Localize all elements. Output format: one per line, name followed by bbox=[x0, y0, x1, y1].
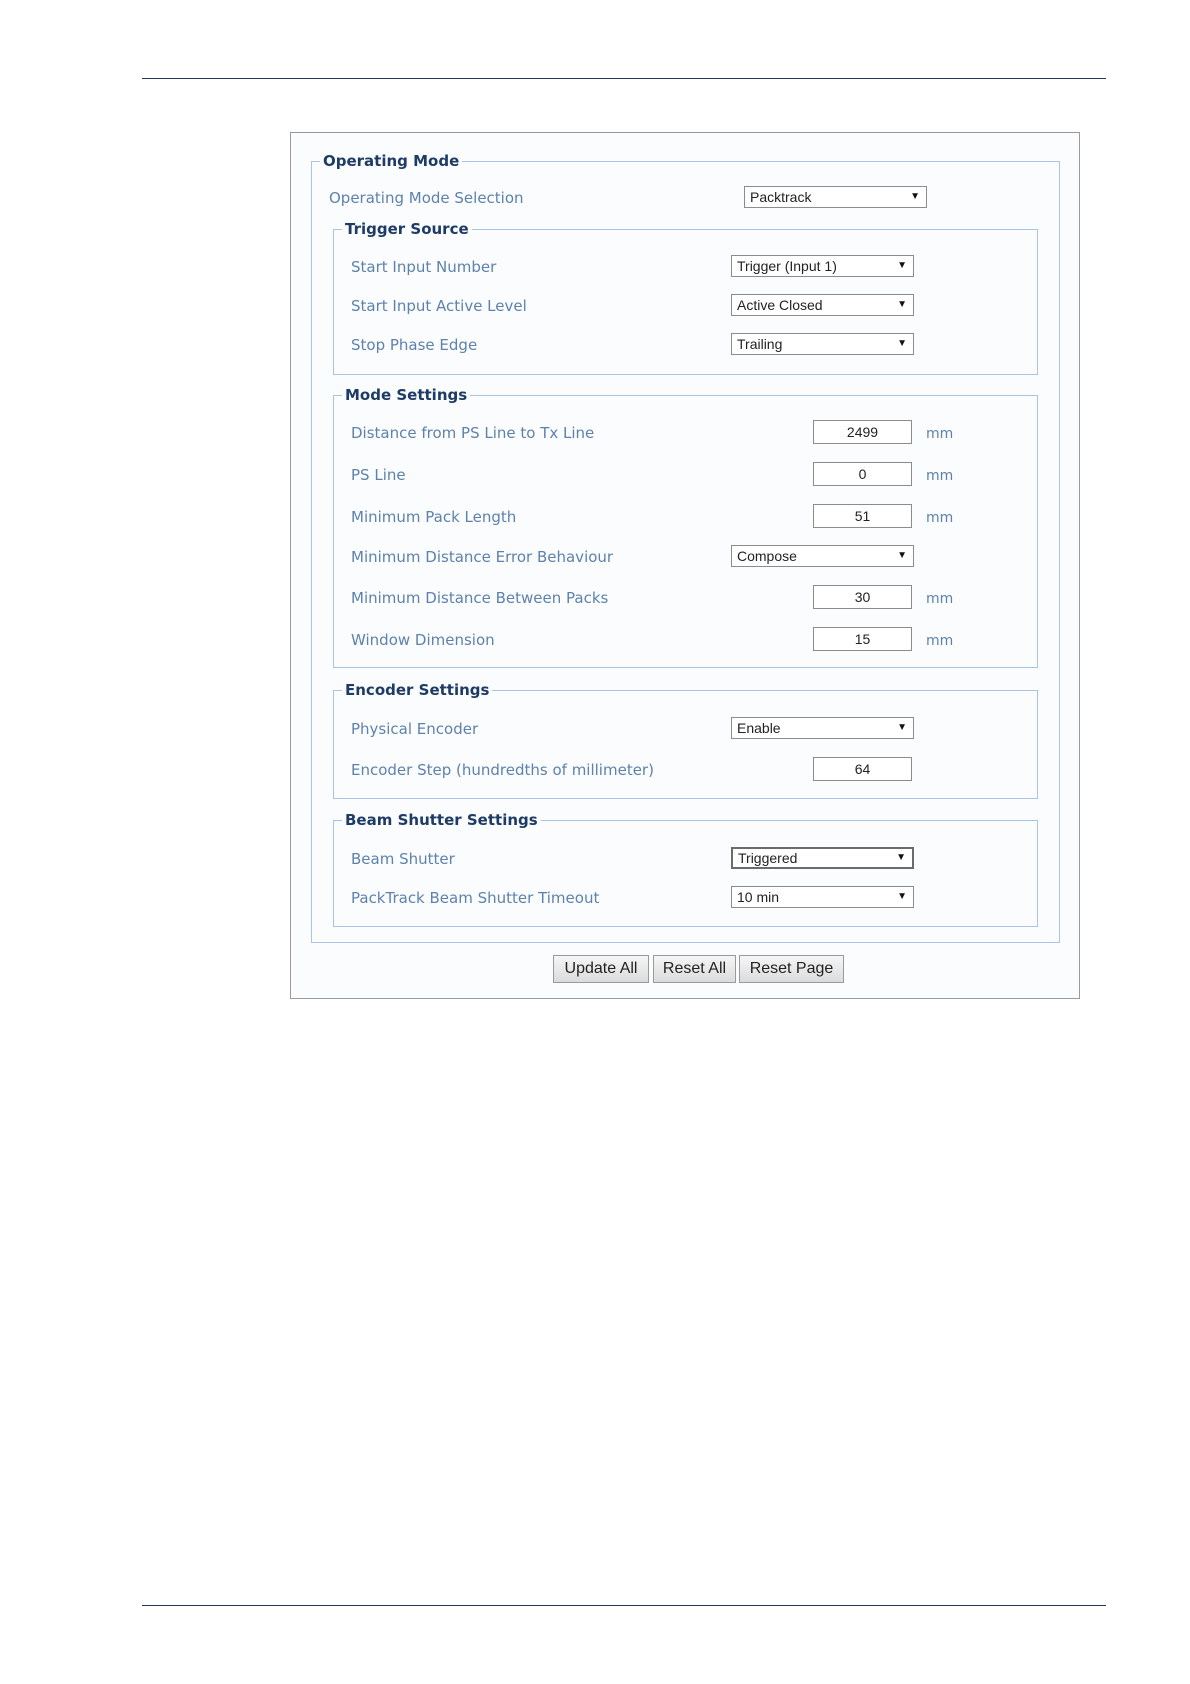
chevron-down-icon: ▼ bbox=[896, 852, 906, 863]
beam-shutter-legend: Beam Shutter Settings bbox=[342, 811, 541, 829]
window-dimension-unit: mm bbox=[926, 633, 954, 649]
operating-mode-legend: Operating Mode bbox=[320, 152, 462, 170]
min-pack-length-input[interactable]: 51 bbox=[813, 504, 912, 528]
ps-line-input[interactable]: 0 bbox=[813, 462, 912, 486]
min-pack-length-unit: mm bbox=[926, 510, 954, 526]
trigger-source-legend: Trigger Source bbox=[342, 220, 472, 238]
chevron-down-icon: ▼ bbox=[910, 191, 920, 202]
distance-ps-tx-input[interactable]: 2499 bbox=[813, 420, 912, 444]
encoder-settings-legend: Encoder Settings bbox=[342, 681, 492, 699]
distance-ps-tx-unit: mm bbox=[926, 426, 954, 442]
chevron-down-icon: ▼ bbox=[897, 891, 907, 902]
beam-shutter-timeout-label: PackTrack Beam Shutter Timeout bbox=[351, 889, 600, 907]
chevron-down-icon: ▼ bbox=[897, 338, 907, 349]
encoder-step-label: Encoder Step (hundredths of millimeter) bbox=[351, 761, 654, 779]
start-input-active-level-select[interactable]: Active Closed ▼ bbox=[731, 294, 914, 316]
chevron-down-icon: ▼ bbox=[897, 550, 907, 561]
chevron-down-icon: ▼ bbox=[897, 299, 907, 310]
window-dimension-input[interactable]: 15 bbox=[813, 627, 912, 651]
window-dimension-label: Window Dimension bbox=[351, 631, 495, 649]
mode-settings-legend: Mode Settings bbox=[342, 386, 470, 404]
beam-shutter-fieldset bbox=[333, 811, 1038, 927]
distance-ps-tx-label: Distance from PS Line to Tx Line bbox=[351, 424, 595, 442]
settings-panel bbox=[290, 132, 1080, 999]
min-distance-between-label: Minimum Distance Between Packs bbox=[351, 589, 609, 607]
beam-shutter-select[interactable]: Triggered ▼ bbox=[731, 847, 914, 869]
bottom-rule bbox=[142, 1605, 1106, 1606]
top-rule bbox=[142, 78, 1106, 79]
reset-all-button[interactable]: Reset All bbox=[653, 955, 736, 983]
start-input-number-label: Start Input Number bbox=[351, 258, 497, 276]
update-all-button[interactable]: Update All bbox=[553, 955, 649, 983]
beam-shutter-timeout-select[interactable]: 10 min ▼ bbox=[731, 886, 914, 908]
min-distance-between-input[interactable]: 30 bbox=[813, 585, 912, 609]
ps-line-unit: mm bbox=[926, 468, 954, 484]
start-input-number-select[interactable]: Trigger (Input 1) ▼ bbox=[731, 255, 914, 277]
physical-encoder-select[interactable]: Enable ▼ bbox=[731, 717, 914, 739]
operating-mode-selection-label: Operating Mode Selection bbox=[329, 189, 524, 207]
min-distance-error-label: Minimum Distance Error Behaviour bbox=[351, 548, 614, 566]
beam-shutter-label: Beam Shutter bbox=[351, 850, 455, 868]
chevron-down-icon: ▼ bbox=[897, 260, 907, 271]
min-distance-between-unit: mm bbox=[926, 591, 954, 607]
reset-page-button[interactable]: Reset Page bbox=[739, 955, 844, 983]
start-input-active-level-label: Start Input Active Level bbox=[351, 297, 527, 315]
encoder-settings-fieldset bbox=[333, 681, 1038, 799]
min-distance-error-select[interactable]: Compose ▼ bbox=[731, 545, 914, 567]
min-pack-length-label: Minimum Pack Length bbox=[351, 508, 517, 526]
stop-phase-edge-label: Stop Phase Edge bbox=[351, 336, 478, 354]
ps-line-label: PS Line bbox=[351, 466, 406, 484]
encoder-step-input[interactable]: 64 bbox=[813, 757, 912, 781]
physical-encoder-label: Physical Encoder bbox=[351, 720, 479, 738]
chevron-down-icon: ▼ bbox=[897, 722, 907, 733]
stop-phase-edge-select[interactable]: Trailing ▼ bbox=[731, 333, 914, 355]
operating-mode-select[interactable]: Packtrack ▼ bbox=[744, 186, 927, 208]
